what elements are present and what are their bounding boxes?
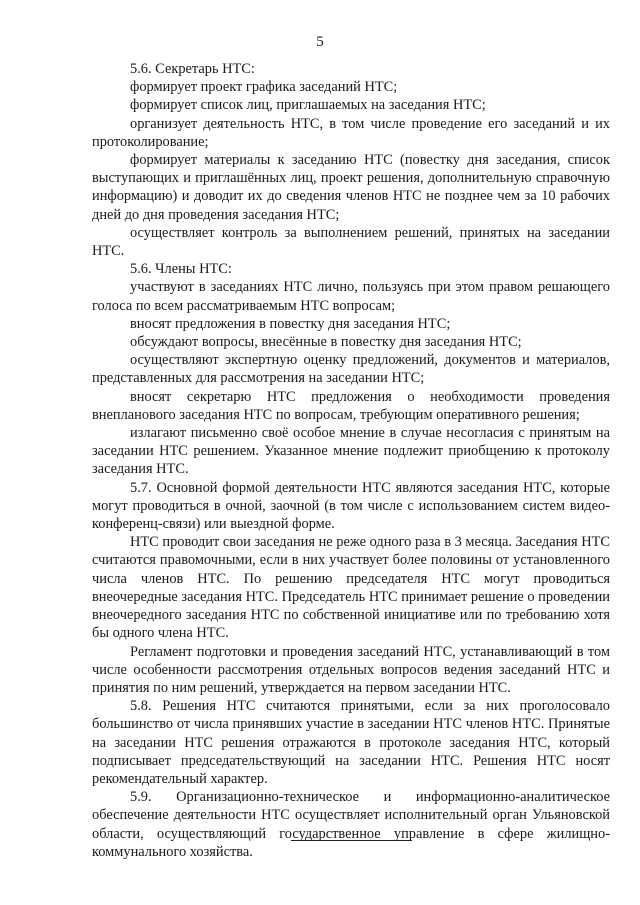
section-5-9: 5.9. Организационно-техническое и информационно-аналитическое обеспечение деятельности НТС осуществляет исполнительный орган Ульяновской области, осуществляющий государственное управление в сфере жилищно-коммунального хозяйства. — [92, 789, 610, 860]
section-5-6-members-heading: 5.6. Члены НТС: — [130, 261, 232, 278]
secretary-duty-invite-list: формирует список лиц, приглашаемых на заседания НТС; — [130, 97, 486, 114]
secretary-duty-materials: формирует материалы к заседанию НТС (повестку дня заседания, список выступающих и приглашённых лиц, проект решения, дополнительную справочную информацию) и доводит их до сведения членов НТС не позднее чем за 10 рабочих дней до дня проведения заседания НТС; — [92, 152, 610, 223]
end-divider — [291, 840, 412, 841]
members-duty-dissent: излагают письменно своё особое мнение в случае несогласия с принятым на заседании НТС решением. Указанное мнение подлежит приобщению к протоколу заседания НТС. — [92, 425, 610, 478]
members-duty-extraordinary: вносят секретарю НТС предложения о необходимости проведения внепланового заседания НТС по вопросам, требующим оперативного решения; — [92, 388, 610, 423]
meetings-regulation: Регламент подготовки и проведения заседаний НТС, устанавливающий в том числе особенности рассмотрения отдельных вопросов ведения заседаний НТС и принятия по ним решений, утверждается на первом заседании НТС. — [92, 643, 610, 696]
members-duty-discuss: обсуждают вопросы, внесённые в повестку дня заседания НТС; — [130, 334, 522, 351]
members-duty-propose: вносят предложения в повестку дня заседания НТС; — [130, 315, 451, 332]
secretary-duty-organize: организует деятельность НТС, в том числе проведение его заседаний и их протоколирование; — [92, 115, 610, 150]
section-5-6-secretary-heading: 5.6. Секретарь НТС: — [130, 61, 255, 77]
document-body — [92, 60, 610, 861]
page-number: 5 — [316, 34, 324, 50]
meetings-frequency: НТС проводит свои заседания не реже одного раза в 3 месяца. Заседания НТС считаются правомочными, если в них участвует более половины от установленного числа членов НТС. По решению председателя НТС могут проводиться внеочередные заседания НТС. Председатель НТС принимает решение о проведении внеочередного заседания НТС по собственной инициативе или по требованию хотя бы одного члена НТС. — [92, 534, 610, 642]
section-5-8: 5.8. Решения НТС считаются принятыми, если за них проголосовало большинство от числа принявших участие в заседании НТС членов НТС. Принятые на заседании НТС решения отражаются в протоколе заседания НТС, который подписывает председательствующий на заседании НТС. Решения НТС носят рекомендательный характер. — [92, 698, 610, 787]
members-duty-participate: участвуют в заседаниях НТС лично, пользуясь при этом правом решающего голоса по всем рассматриваемым НТС вопросам; — [92, 279, 610, 314]
secretary-duty-schedule: формирует проект графика заседаний НТС; — [130, 79, 398, 96]
secretary-duty-control: осуществляет контроль за выполнением решений, принятых на заседании НТС. — [92, 224, 610, 260]
section-5-7: 5.7. Основной формой деятельности НТС являются заседания НТС, которые могут проводиться в очной, заочной (в том числе с использованием систем видео-конференц-связи) или выездной форме. — [92, 479, 610, 533]
members-duty-expertise: осуществляют экспертную оценку предложений, документов и материалов, представленных для рассмотрения на заседании НТС; — [92, 352, 610, 387]
